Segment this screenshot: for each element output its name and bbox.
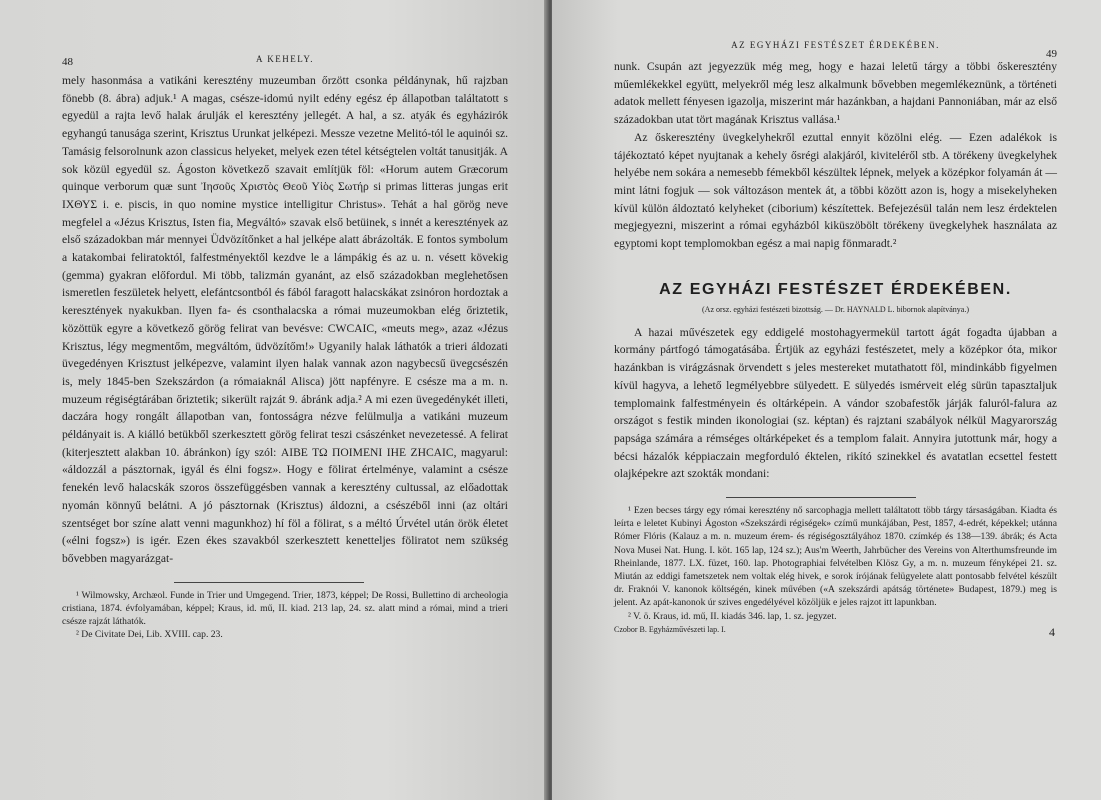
right-footnote-rule bbox=[726, 497, 916, 498]
right-page-header bbox=[614, 36, 1057, 58]
article-title: AZ EGYHÁZI FESTÉSZET ÉRDEKÉBEN. bbox=[659, 280, 1012, 298]
article-subtitle: (Az orsz. egyházi festészeti bizottság. — Dr. HAYNALD L. bibornok alapítványa.) bbox=[702, 304, 969, 314]
right-running-head: AZ EGYHÁZI FESTÉSZET ÉRDEKÉBEN. bbox=[731, 40, 940, 50]
right-paragraph: nunk. Csupán azt jegyezzük még meg, hogy e hazai leletű tárgy a többi őskeresztény műemlékekkel együtt, melyekről még lesz alkalmunk bővebben megemlékeznünk, a történeti adatok mellett fényesen igazolja, miszerint már hazánkban, a hajdani Pannoniában, már az első századokban utat tört magának Krisztus vallása.¹ bbox=[614, 60, 1057, 127]
left-footnote-rule bbox=[174, 582, 364, 583]
left-page-number: 48 bbox=[62, 56, 73, 68]
right-page-body bbox=[614, 58, 1057, 483]
left-running-head: A KEHELY. bbox=[256, 54, 314, 64]
right-page bbox=[552, 0, 1101, 800]
left-paragraph: mely hasonmása a vatikáni keresztény muzeumban őrzött csonka példánynak, hű rajzban fönebb (8. ábra) adjuk.¹ A magas, csésze-idomú nyilt edény egész ép állapotban találtatott s egyedül a rajta levő halak árulják el keresztény jellegét. A hal, a sz. atyák és egyházirók egyhangú tanusága szerint, Krisztus Urunkat jelképezi. Messze vezetne Melitó-tól le aquinói sz. Tamásig felsorolnunk azon classicus helyeket, melyek ezen tétel kétségtelen voltát tanusitják. A sok közül egyedül sz. Ágoston következő szavait említjük föl: «Horum autem Græcorum quinque verborum quæ sunt Ἰησοῦς Χριστὸς Θεοῦ Υἱὸς Σωτήρ si primas litteras jungas erit ΙΧΘΥΣ i. e. piscis, in quo nomine mystice intelligitur Christus». Tehát a hal görög neve megfelel a «Jézus Krisztus, Isten fia, Megváltó» szavak első betüinek, s innét a keresztények az első századokban már mennyei Üdvözítőnket a hal jelképe alatt ábrázolták. E fontos symbolum a katakombai feliratoktól, falfestményektől kezdve le a lámpákig és az u. n. vésett kövekig (gemma) gyakran előfordul. Mi több, talizmán gyanánt, az első századokban meglehetősen ismeretlen feszületek helyett, elefántcsontból és fából faragott halacskákat zsinóron hordoztak a keresztények nyakukban. Ilyen fa- és csonthalacska a római muzeumokban elég őriztetik, közöttük egyre a következő görög felirat van bevésve: CWCAIC, «meuts meg», azaz «Jézus Krisztus, légy megmentőm, megváltóm, üdvözítőm!» Ugyanily halak láthatók a trieri áldozati üvegedényen Krisztust jelképezve, valamint ilyen halak vannak azon nagybecsű üvegcsészén is, mely 1845-ben Szekszárdon (a rómaiaknál Alisca) jött napfényre. E csésze ma a m. n. muzeum régiségtárában őriztetik; sikerült rajzát 9. ábránk adja.² A mi ezen üvegedénykét illeti, daczára hogy rongált állapotban van, fontosságra nézve felülmulja a vatikáni muzeum példányait is. A kiálló betükből szerkesztett görög felirat teszi császénket nevezetessé. A felirat (kiterjesztett alakban 10. ábránkon) így szól: ΑΙΒΕ ΤΩ ΠΟΙΜΕΝΙ ΙΗΕ ΖΗCΑΙC, magyarul: «áldozzál a pásztornak, igyál és élni fogsz». Hogy e fölirat értelménye, valamint a csésze fenekén levő halacskák szoros összefüggésben vannak a keresztény cultussal, az előadottak nyomán könnyű belátni. A jó pásztornak (Krisztus) áldozni, a csészéből inni (az oltári szentséget bor színe alatt venni magunkhoz) hí föl a fölirat, s a méltó Úrvétel után örök életet («élni fogsz») is igér. Ezen ékes szavakból szerkesztett kenetteljes föliratot nem szükség bővebben magyarázgat- bbox=[62, 74, 508, 565]
left-footnotes bbox=[62, 589, 508, 642]
right-paragraph: Az őskeresztény üvegkelyhekről ezuttal ennyit közölni elég. — Ezen adalékok is tájékoztató képet nyujtanak a kehely ősrégi alakjáról, kiviteléről stb. A törékeny üvegkelyhek helyébe nem sokára a nemesebb fémekből készültek lépnek, melyek a középkor folyamán át — mint látni fogjuk — sok változáson mentek át, a többi között azon is, hogy a misekelyheken kívül külön áldoztató kelyheket (ciborium) készítettek. Befejezésül talán nem lesz érdektelen megjegyezni, miszerint a római egyházból kiküszöbölt törékeny üvegkelyhek használata az egyptomi kopt templomokban egész a mai napig fönmaradt.² bbox=[614, 130, 1057, 251]
left-page bbox=[0, 0, 548, 800]
article-paragraph: A hazai művészetek egy eddigelé mostohagyermekül tartott ágát fogadta újabban a kormány pártfogó támogatásába. Értjük az egyházi festészetet, mely a középkor óta, mikor hazánkban is virágzásnak örvendett s jeles mestereket mutathatott föl, mindinkább figyelmen kívül hagyva, a lehető legmélyebbre sülyedett. E sülyedés ismérveit elég sürün tapasztaljuk templomaink falfestményein és oltárképein. A vándor szobafestők járják faluról-falura az országot s festik minden ikonologiai (sz. képtan) és rajztani szabályok nélkül Magyarország papsága számára a rémséges oltárképeket és a templom falait. Annyira jutottunk már, hogy a bécsi házalók képpiaczain megforduló éktelen, rikító szinekkel és avatatlan ecsettel festett olajképekre azt szokták mondani: bbox=[614, 325, 1057, 481]
footnote: ² De Civitate Dei, Lib. XVIII. cap. 23. bbox=[76, 629, 223, 641]
footnote: ¹ Ezen becses tárgy egy római keresztény nő sarcophagja mellett találtatott több tárgy társaságában. Kiadta és leírta e leletet Kubinyi Ágoston «Szekszárdi régiségek» czímű munkájában, Pest, 1857, 4-edrét, képekkel; utánna Rómer Flóris (Kalauz a m. n. muzeum érem- és régiségosztályához 1870. czímkép és 138—139. ábrák; és Acta Nova Musei Nat. Hung. I. köt. 165 lap, 124 sz.); Aus'm Weerth, Jahrbücher des Vereins von Alterthumsfreunde im Rheinlande, 1877. LX. füzet, 160. lap. Photographiai felvételben Klösz Gy, a m. n. muzeum fényképei 21. sz. Miután az eddigi fametszetek nem voltak elég hivek, e sorok írójának felügyelete alatt pontosabb felvétel készült dr. Fraknói V. kanonok költségén, kinek művében («A szekszárdi apátság története» Budapest, 1879.) meg is jelent. Az apát-kanonok úr szives engedélyével közöljük e jeles rajzot itt lapunkban. bbox=[614, 505, 1057, 609]
right-page-number: 49 bbox=[1046, 48, 1057, 60]
footnote: ¹ Wilmowsky, Archæol. Funde in Trier und Umgegend. Trier, 1873, képpel; De Rossi, Bullettino di archeologia cristiana, 1874. évfolyamában, képpel; Kraus, id. mű, II. kiad. 213 lap, 24. sz. alatt mind a római, mind a trieri csésze rajzát láthatók. bbox=[62, 589, 508, 628]
left-page-body bbox=[62, 72, 508, 568]
signature-text: Czobor B. Egyházművészeti lap. I. bbox=[614, 624, 726, 634]
signature-line bbox=[614, 624, 1057, 639]
signature-mark: 4 bbox=[1049, 624, 1055, 639]
left-page-header bbox=[62, 50, 508, 72]
right-footnotes bbox=[614, 504, 1057, 623]
footnote: ² V. ö. Kraus, id. mű, II. kiadás 346. lap, 1. sz. jegyzet. bbox=[628, 610, 837, 622]
